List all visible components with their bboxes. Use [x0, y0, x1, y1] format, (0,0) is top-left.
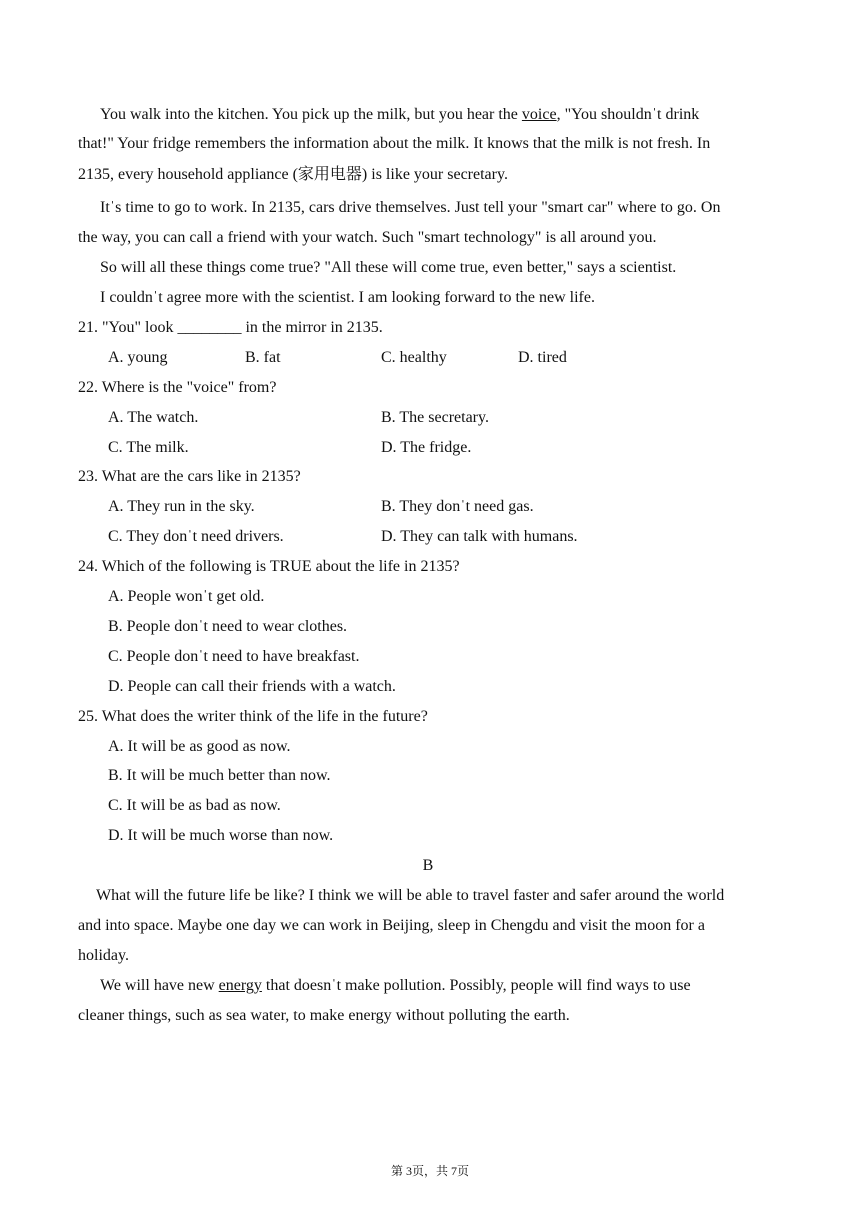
question-23-option-d: D. They can talk with humans. — [381, 528, 578, 545]
passage-a-paragraph-2-line-1: Itˈs time to go to work. In 2135, cars drive themselves. Just tell your "smart car" where to go. On — [100, 199, 721, 216]
question-22-option-d: D. The fridge. — [381, 439, 472, 456]
question-24-option-c: C. People donˈt need to have breakfast. — [108, 648, 360, 665]
question-24-stem: 24. Which of the following is TRUE about the life in 2135? — [78, 558, 460, 575]
question-21-stem: 21. "You" look ________ in the mirror in 2135. — [78, 319, 383, 336]
question-21-option-b: B. fat — [245, 349, 281, 366]
passage-a-paragraph-2-line-2: the way, you can call a friend with your watch. Such "smart technology" is all around you. — [78, 229, 657, 246]
passage-a-paragraph-3: So will all these things come true? "All these will come true, even better," says a scientist. — [100, 259, 677, 276]
question-25-stem: 25. What does the writer think of the life in the future? — [78, 708, 428, 725]
question-25-option-a: A. It will be as good as now. — [108, 738, 291, 755]
passage-b-paragraph-2-line-2: cleaner things, such as sea water, to make energy without polluting the earth. — [78, 1007, 570, 1024]
text-segment: You walk into the kitchen. You pick up the milk, but you hear the — [100, 106, 522, 123]
text-segment: , "You shouldnˈt drink — [556, 106, 700, 123]
question-21-option-d: D. tired — [518, 349, 567, 366]
question-24-option-b: B. People donˈt need to wear clothes. — [108, 618, 348, 635]
question-22-option-b: B. The secretary. — [381, 409, 489, 426]
question-21-option-c: C. healthy — [381, 349, 447, 366]
passage-a-paragraph-1-line-2: that!" Your fridge remembers the information about the milk. It knows that the milk is not fresh. In — [78, 135, 711, 152]
passage-b-paragraph-2-line-1 — [100, 975, 691, 997]
question-24-option-d: D. People can call their friends with a watch. — [108, 678, 396, 695]
passage-b-paragraph-1-line-2: and into space. Maybe one day we can work in Beijing, sleep in Chengdu and visit the moon for a — [78, 917, 705, 934]
passage-a-paragraph-4: I couldnˈt agree more with the scientist. I am looking forward to the new life. — [100, 289, 595, 306]
question-23-stem: 23. What are the cars like in 2135? — [78, 468, 301, 485]
underlined-word-energy: energy — [218, 977, 262, 994]
question-22-option-c: C. The milk. — [108, 439, 189, 456]
text-segment: that doesnˈt make pollution. Possibly, people will find ways to use — [261, 977, 691, 994]
question-23-option-a: A. They run in the sky. — [108, 498, 255, 515]
text-segment: We will have new — [100, 977, 219, 994]
question-23-option-c: C. They donˈt need drivers. — [108, 528, 284, 545]
question-25-option-d: D. It will be much worse than now. — [108, 827, 334, 844]
passage-b-paragraph-1-line-3: holiday. — [78, 947, 129, 964]
question-24-option-a: A. People wonˈt get old. — [108, 588, 265, 605]
question-21-option-a: A. young — [108, 349, 168, 366]
passage-a-paragraph-1-line-1 — [100, 104, 699, 126]
passage-b-paragraph-1-line-1: What will the future life be like? I think we will be able to travel faster and safer around the world — [96, 887, 725, 904]
underlined-word-voice: voice — [521, 106, 557, 123]
question-22-stem: 22. Where is the "voice" from? — [78, 379, 277, 396]
question-22-option-a: A. The watch. — [108, 409, 199, 426]
question-23-option-b: B. They donˈt need gas. — [381, 498, 534, 515]
passage-a-paragraph-1-line-3: 2135, every household appliance (家用电器) is like your secretary. — [78, 166, 508, 183]
question-25-option-c: C. It will be as bad as now. — [108, 797, 281, 814]
question-25-option-b: B. It will be much better than now. — [108, 767, 331, 784]
passage-b-heading: B — [422, 857, 434, 874]
page-number-footer: 第 3页，共 7页 — [390, 1164, 469, 1178]
